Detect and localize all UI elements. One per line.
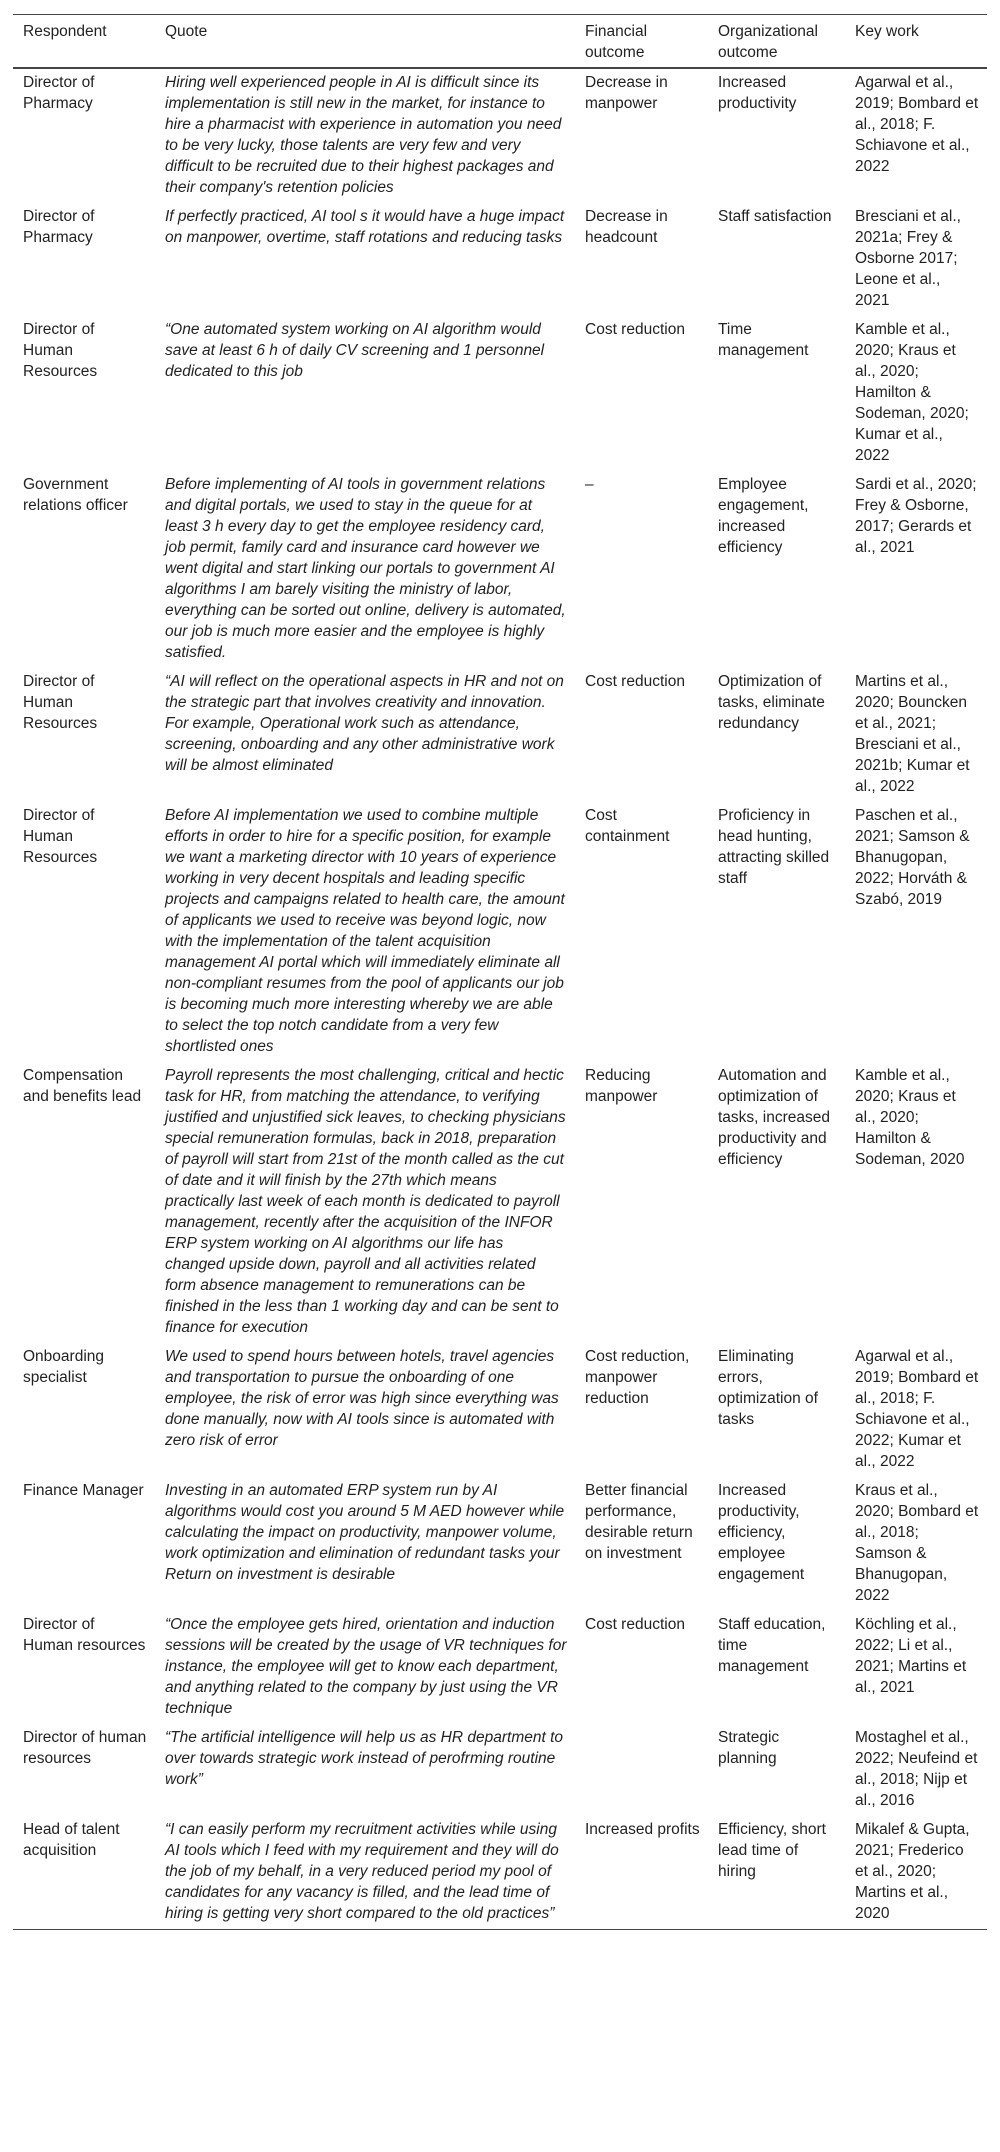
cell-organizational-outcome: Optimization of tasks, eliminate redundancy [718,673,825,732]
cell-quote: “AI will reflect on the operational aspects in HR and not on the strategic part that involves creativity and innovation. For example, Operational work such as attendance, screening, onboarding and any other administrative work will be almost eliminated [165,673,564,774]
table-row [13,1611,987,1724]
cell-quote: “The artificial intelligence will help us as HR department to over towards strategic work instead of perofrming routine work” [165,1729,564,1788]
header-row [13,15,987,69]
cell-respondent: Onboarding specialist [23,1348,105,1386]
cell-organizational-outcome: Staff satisfaction [718,208,832,225]
cell-respondent: Director of Human Resources [23,321,98,380]
cell-respondent: Compensation and benefits lead [23,1067,142,1105]
cell-respondent: Director of Pharmacy [23,74,95,112]
cell-financial-outcome: – [585,476,594,493]
table-row [13,1343,987,1477]
cell-financial-outcome: Cost reduction [585,673,685,690]
header-financial-outcome: Financial outcome [575,15,708,69]
cell-organizational-outcome: Automation and optimization of tasks, increased productivity and efficiency [718,1067,830,1168]
table-row [13,668,987,802]
cell-key-work: Martins et al., 2020; Bouncken et al., 2021; Bresciani et al., 2021b; Kumar et al., 2022 [855,673,970,795]
cell-organizational-outcome: Increased productivity, efficiency, employee engagement [718,1482,805,1583]
table-row [13,1724,987,1816]
cell-key-work: Kamble et al., 2020; Kraus et al., 2020; Hamilton & Sodeman, 2020; Kumar et al., 2022 [855,321,969,464]
cell-key-work: Sardi et al., 2020; Frey & Osborne, 2017; Gerards et al., 2021 [855,476,977,556]
cell-organizational-outcome: Staff education, time management [718,1616,826,1675]
cell-quote: “One automated system working on AI algorithm would save at least 6 h of daily CV screening and 1 personnel dedicated to this job [165,321,545,380]
cell-financial-outcome: Cost reduction [585,321,685,338]
cell-organizational-outcome: Strategic planning [718,1729,780,1767]
cell-respondent: Director of Human resources [23,1616,146,1654]
cell-financial-outcome: Decrease in headcount [585,208,668,246]
header-respondent: Respondent [13,15,155,69]
cell-quote: Before implementing of AI tools in government relations and digital portals, we used to stay in the queue for at least 3 h every day to get the employee residency card, job permit, family card and insurance card however we went digital and start linking our portals to government AI algorithms I am barely visiting the ministry of labor, everything can be sorted out online, delivery is automated, our job is much more easier and the employee is highly satisfied. [165,476,566,661]
table-body [13,68,987,1930]
cell-quote: If perfectly practiced, AI tool s it would have a huge impact on manpower, overtime, staff rotations and reducing tasks [165,208,565,246]
cell-quote: Investing in an automated ERP system run by AI algorithms would cost you around 5 M AED however while calculating the impact on productivity, manpower volume, work optimization and elimination of redundant tasks your Return on investment is desirable [165,1482,565,1583]
header-key-work: Key work [845,15,987,69]
cell-key-work: Agarwal et al., 2019; Bombard et al., 2018; F. Schiavone et al., 2022; Kumar et al., 2022 [855,1348,979,1470]
cell-respondent: Head of talent acquisition [13,1816,155,1930]
cell-key-work: Kamble et al., 2020; Kraus et al., 2020; Hamilton & Sodeman, 2020 [855,1067,965,1168]
cell-key-work: Paschen et al., 2021; Samson & Bhanugopan, 2022; Horváth & Szabó, 2019 [855,807,970,908]
cell-key-work: Köchling et al., 2022; Li et al., 2021; Martins et al., 2021 [855,1616,967,1696]
interview-table-container [13,14,987,1930]
cell-key-work: Kraus et al., 2020; Bombard et al., 2018; Samson & Bhanugopan, 2022 [855,1482,979,1604]
table-row [13,1477,987,1611]
cell-respondent: Director of Pharmacy [23,208,95,246]
cell-organizational-outcome: Proficiency in head hunting, attracting skilled staff [718,807,830,887]
cell-financial-outcome: Increased profits [575,1816,708,1930]
table-row [13,471,987,668]
header-organizational-outcome: Organizational outcome [708,15,845,69]
cell-financial-outcome [575,1724,708,1816]
cell-quote: Payroll represents the most challenging, critical and hectic task for HR, from matching the attendance, to verifying justified and unjustified sick leaves, to checking physicians special remuneration formulas, back in 2018, preparation of payroll will start from 21st of the month called as the cut of date and it will finish by the 27th which means practically last week of each month is dedicated to payroll management, recently after the acquisition of the INFOR ERP system working on AI algorithms our life has changed upside down, payroll and all activities related form absence management to remunerations can be finished in the less than 1 working day and can be sent to finance for execution [165,1067,566,1336]
cell-key-work: Mostaghel et al., 2022; Neufeind et al., 2018; Nijp et al., 2016 [855,1729,978,1809]
interview-table [13,14,987,1930]
table-row [13,1062,987,1343]
cell-quote: We used to spend hours between hotels, travel agencies and transportation to pursue the onboarding of one employee, the risk of error was high since everything was done manually, now with AI tools since is automated with zero risk of error [165,1348,559,1449]
cell-respondent: Finance Manager [23,1482,144,1499]
cell-financial-outcome: Cost reduction, manpower reduction [585,1348,690,1407]
cell-financial-outcome: Decrease in manpower [585,74,668,112]
cell-organizational-outcome: Efficiency, short lead time of hiring [708,1816,845,1930]
cell-respondent: Director of Human Resources [23,807,98,866]
cell-organizational-outcome: Eliminating errors, optimization of tasks [718,1348,818,1428]
table-row [13,802,987,1062]
table-row [13,316,987,471]
cell-quote: “I can easily perform my recruitment activities while using AI tools which I feed with my requirement and they will do the job of my behalf, in a very reduced period my pool of candidates for any vacancy is filled, and the lead time of hiring is getting very short compared to the old practices” [155,1816,575,1930]
cell-financial-outcome: Better financial performance, desirable return on investment [585,1482,693,1562]
table-row [13,203,987,316]
cell-quote: “Once the employee gets hired, orientation and induction sessions will be created by the usage of VR techniques for instance, the employee will get to know each department, and anything related to the company by just using the VR technique [165,1616,567,1717]
header-quote: Quote [155,15,575,69]
cell-organizational-outcome: Increased productivity [718,74,797,112]
cell-financial-outcome: Cost containment [585,807,670,845]
cell-respondent: Director of Human Resources [23,673,98,732]
cell-respondent: Director of human resources [23,1729,147,1767]
cell-respondent: Government relations officer [23,476,128,514]
table-row [13,1816,987,1930]
table-header [13,15,987,69]
cell-organizational-outcome: Time management [718,321,809,359]
cell-key-work: Mikalef & Gupta, 2021; Frederico et al., 2020; Martins et al., 2020 [845,1816,987,1930]
cell-financial-outcome: Reducing manpower [585,1067,658,1105]
cell-financial-outcome: Cost reduction [585,1616,685,1633]
cell-key-work: Bresciani et al., 2021a; Frey & Osborne 2017; Leone et al., 2021 [855,208,961,309]
cell-quote: Before AI implementation we used to combine multiple efforts in order to hire for a specific position, for example we want a marketing director with 10 years of experience working in very decent hospitals and leading specific projects and campaigns related to health care, the amount of applicants we used to receive was beyond logic, now with the implementation of the talent acquisition management AI portal which will immediately eliminate all non-compliant resumes from the pool of applicants our job is becoming much more interesting whereby we are able to select the top notch candidate from a very few shortlisted ones [165,807,565,1055]
cell-organizational-outcome: Employee engagement, increased efficiency [718,476,809,556]
cell-key-work: Agarwal et al., 2019; Bombard et al., 2018; F. Schiavone et al., 2022 [855,74,979,175]
cell-quote: Hiring well experienced people in AI is difficult since its implementation is still new in the market, for instance to hire a pharmacist with experience in automation you need to be very lucky, those talents are very few and very difficult to be recruited due to their highest packages and their company's retention policies [165,74,562,196]
table-row [13,68,987,203]
